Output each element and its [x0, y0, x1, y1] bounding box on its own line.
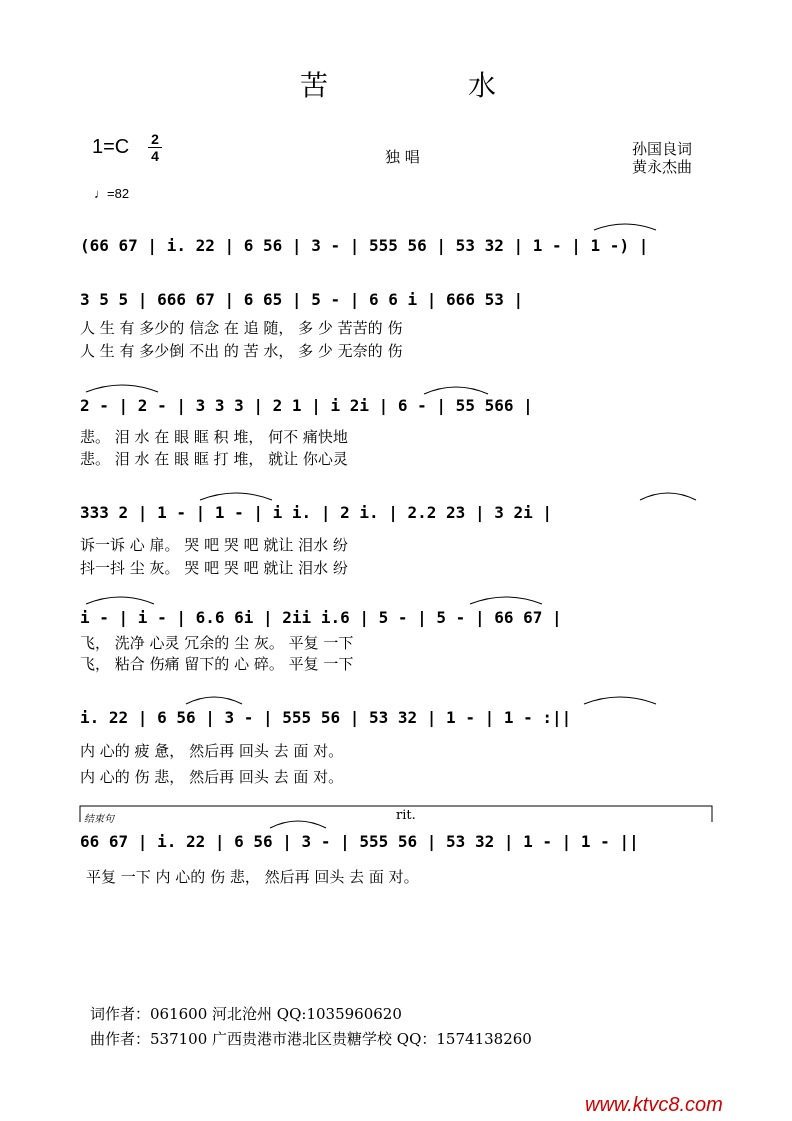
system-6-notes: i. 22 | 6 56 | 3 - | 555 56 | 53 32 | 1 - | 1 - :|| — [80, 708, 572, 727]
slur-mark — [594, 224, 656, 230]
system-4-lyric-2: 抖一抖 尘 灰。 哭 吧 哭 吧 就让 泪水 纷 — [80, 559, 348, 577]
performance-type: 独 唱 — [385, 148, 420, 166]
system-6-lyric-2: 内 心的 伤 悲， 然后再 回头 去 面 对。 — [80, 768, 344, 786]
slur-mark — [186, 697, 242, 704]
slur-mark — [424, 387, 488, 394]
ending-label: 结束句 — [84, 814, 114, 825]
system-6-lyric-1: 内 心的 疲 惫， 然后再 回头 去 面 对。 — [80, 742, 344, 760]
site-watermark[interactable]: www.ktvc8.com — [585, 1094, 723, 1116]
ending-bracket — [80, 806, 712, 822]
system-2-notes: 3 5 5 | 666 67 | 6 65 | 5 - | 6 6 i | 666 53 | — [80, 290, 524, 309]
system-7-notes: 66 67 | i. 22 | 6 56 | 3 - | 555 56 | 53 32 | 1 - | 1 - || — [80, 832, 639, 851]
slur-mark — [270, 821, 326, 828]
slur-mark — [470, 597, 542, 604]
system-5-notes: i - | i - | 6.6 6i | 2ii i.6 | 5 - | 5 - | 66 67 | — [80, 608, 562, 627]
slur-mark — [640, 493, 696, 500]
system-4-notes: 333 2 | 1 - | 1 - | i i. | 2 i. | 2.2 23 | 3 2i | — [80, 503, 553, 522]
system-5-lyric-2: 飞， 粘合 伤痛 留下的 心 碎。 平复 一下 — [80, 655, 354, 673]
system-1-notes: (66 67 | i. 22 | 6 56 | 3 - | 555 56 | 53 32 | 1 - | 1 -) | — [80, 236, 649, 255]
system-2-lyric-1: 人 生 有 多少的 信念 在 追 随， 多 少 苦苦的 伤 — [80, 319, 403, 337]
system-3-lyric-1: 悲。 泪 水 在 眼 眶 积 堆， 何不 痛快地 — [80, 428, 348, 446]
ritardando-marking: rit. — [396, 808, 416, 823]
time-signature-bottom: 4 — [151, 148, 159, 164]
key-signature: 1=C — [92, 136, 130, 158]
slur-mark — [86, 597, 154, 604]
slur-mark — [86, 385, 158, 392]
composer-contact: 曲作者：537100 广西贵港市港北区贵糖学校 QQ：1574138260 — [90, 1030, 532, 1048]
system-2-lyric-2: 人 生 有 多少倒 不出 的 苦 水， 多 少 无奈的 伤 — [80, 342, 403, 360]
slur-mark — [200, 493, 272, 500]
title-right-char: 水 — [468, 69, 497, 102]
slur-mark — [584, 697, 656, 704]
time-signature-top: 2 — [151, 131, 159, 147]
system-4-lyric-1: 诉一诉 心 扉。 哭 吧 哭 吧 就让 泪水 纷 — [80, 536, 348, 554]
tempo-marking: ♩=82 — [94, 186, 130, 201]
system-3-lyric-2: 悲。 泪 水 在 眼 眶 打 堆， 就让 你心灵 — [80, 450, 348, 468]
system-5-lyric-1: 飞， 洗净 心灵 冗余的 尘 灰。 平复 一下 — [80, 634, 354, 652]
lyricist-credit: 孙国良词 — [632, 140, 693, 158]
system-7-lyric-1: 平复 一下 内 心的 伤 悲， 然后再 回头 去 面 对。 — [86, 868, 419, 886]
system-3-notes: 2 - | 2 - | 3 3 3 | 2 1 | i 2i | 6 - | 55 566 | — [80, 396, 533, 415]
title-left-char: 苦 — [300, 69, 329, 102]
lyricist-contact: 词作者：061600 河北沧州 QQ:1035960620 — [90, 1005, 402, 1023]
composer-credit: 黄永杰曲 — [632, 158, 693, 176]
